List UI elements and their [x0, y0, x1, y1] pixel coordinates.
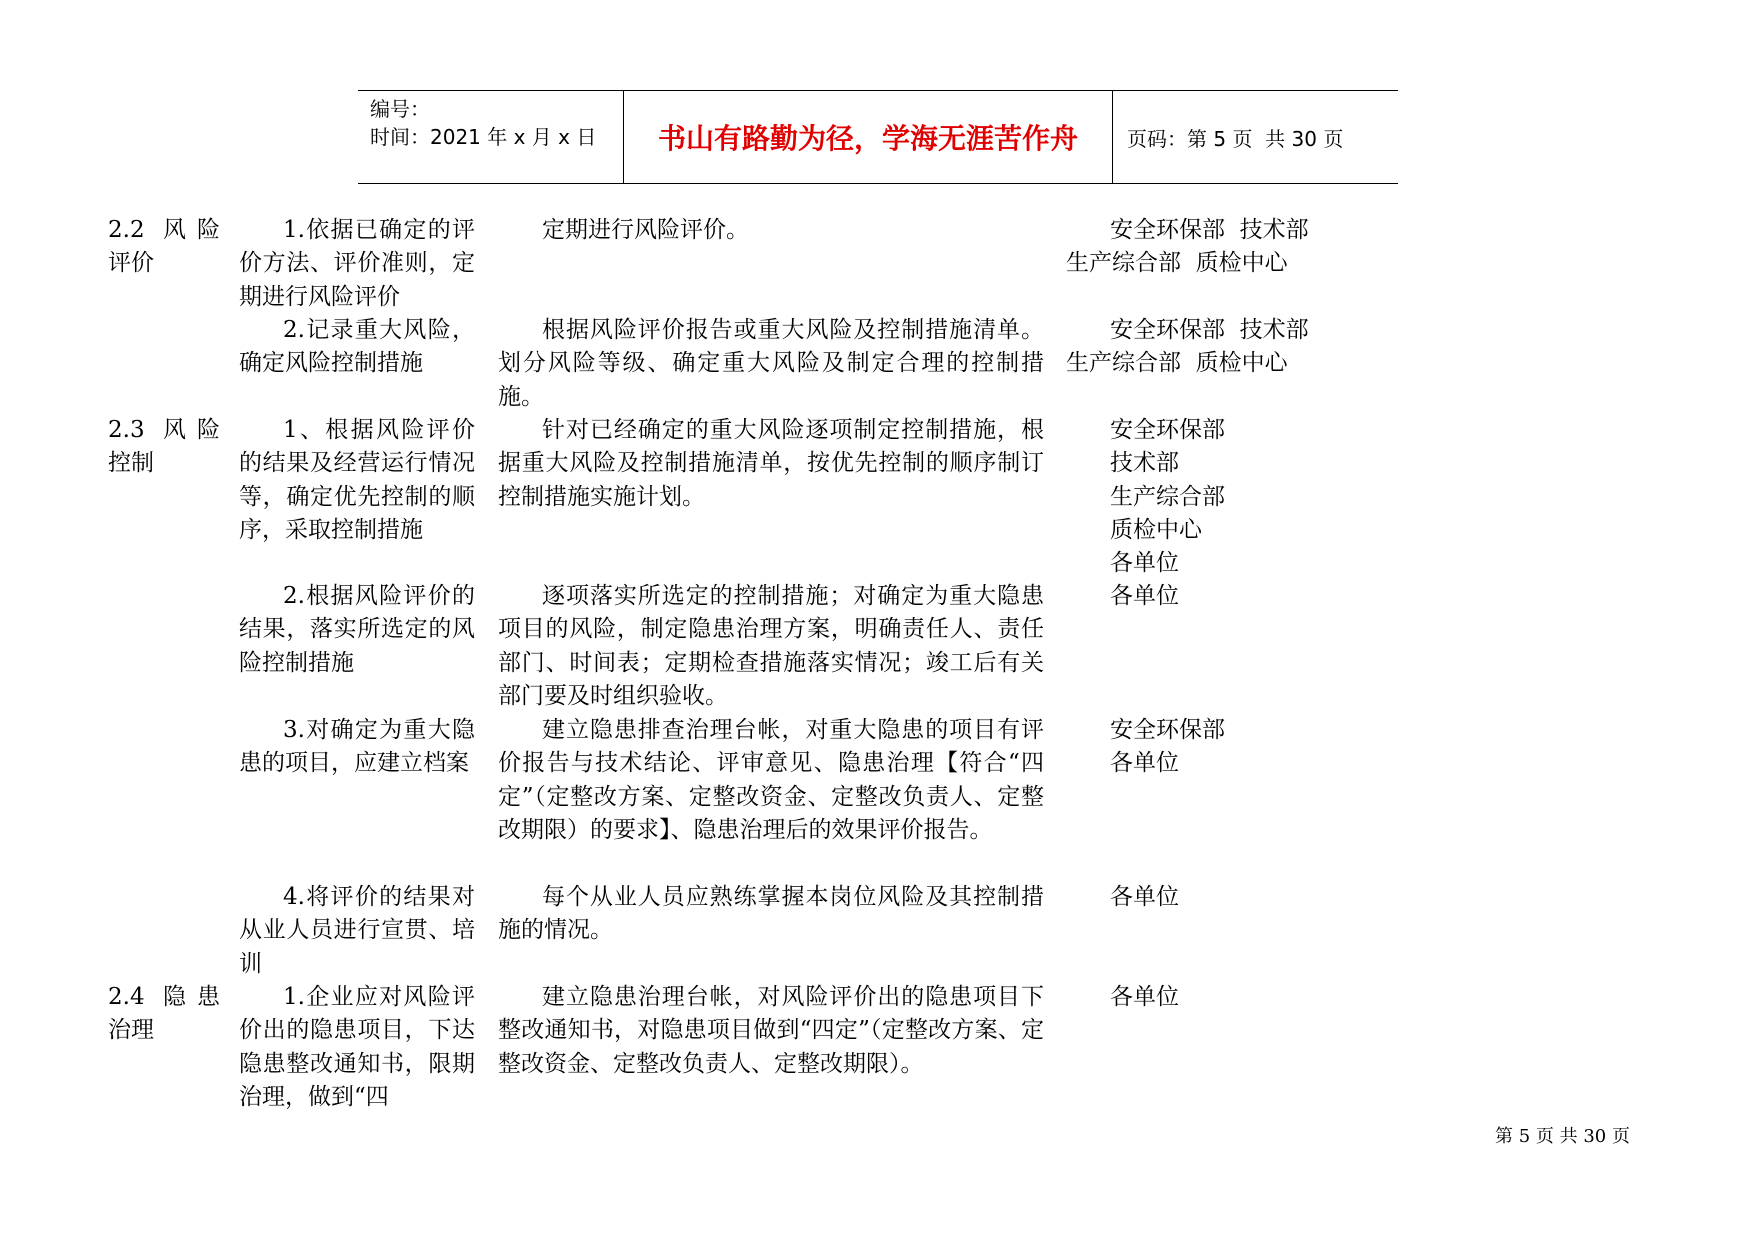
section-cell: 2.4 隐患治理 — [108, 984, 220, 1044]
header-page-info — [1113, 91, 1398, 183]
content-cell: 每个从业人员应熟练掌握本岗位风险及其控制措施的情况。 — [498, 884, 1044, 944]
page-footer: 第 5 页 共 30 页 — [1495, 1126, 1630, 1147]
content-cell: 针对已经确定的重大风险逐项制定控制措施，根据重大风险及控制措施清单，按优先控制的顺序制订控制措施实施计划。 — [498, 417, 1044, 510]
task-cell: 3.对确定为重大隐患的项目，应建立档案 — [239, 717, 475, 777]
header-motto: 书山有路勤为径，学海无涯苦作舟 — [623, 91, 1113, 183]
dept-cell — [1066, 414, 1366, 580]
dept-line: 各单位 — [1110, 583, 1179, 609]
table-row — [0, 414, 1754, 580]
table-row — [0, 714, 1754, 881]
dept-line: 生产综合部 — [1110, 483, 1225, 510]
dept-line: 安全环保部 — [1110, 717, 1225, 743]
task-cell: 1.企业应对风险评价出的隐患项目，下达隐患整改通知书，限期治理，做到“四 — [239, 984, 475, 1110]
procedure-table — [0, 214, 1754, 1115]
dept-line: 生产综合部 质检中心 — [1066, 350, 1288, 377]
dept-line: 各单位 — [1110, 984, 1179, 1010]
header-info — [358, 91, 623, 183]
task-cell: 1.依据已确定的评价方法、评价准则，定期进行风险评价 — [239, 217, 475, 310]
table-row — [0, 580, 1754, 714]
table-row — [0, 214, 1754, 314]
dept-cell — [1066, 214, 1366, 281]
task-cell: 2.记录重大风险，确定风险控制措施 — [239, 317, 475, 377]
task-cell: 2.根据风险评价的结果，落实所选定的风险控制措施 — [239, 583, 475, 676]
number-label: 编号： — [370, 97, 430, 121]
dept-cell — [1066, 314, 1366, 381]
dept-line: 质检中心 — [1110, 516, 1202, 543]
content-cell: 建立隐患排查治理台帐，对重大隐患的项目有评价报告与技术结论、评审意见、隐患治理【符合“四定”（定整改方案、定整改资金、定整改负责人、定整改期限）的要求】、隐患治理后的效果评价报告。 — [498, 717, 1044, 843]
task-cell: 4.将评价的结果对从业人员进行宣贯、培训 — [239, 884, 475, 977]
dept-cell — [1066, 714, 1366, 781]
dept-line: 各单位 — [1110, 550, 1179, 577]
dept-line: 安全环保部 技术部 — [1110, 217, 1309, 243]
dept-line: 安全环保部 技术部 — [1110, 317, 1309, 343]
dept-line: 各单位 — [1110, 750, 1179, 777]
dept-line: 安全环保部 — [1110, 417, 1225, 443]
table-row — [0, 881, 1754, 981]
time-label: 时间：2021 年 x 月 x 日 — [370, 125, 597, 149]
dept-line: 各单位 — [1110, 884, 1179, 910]
page-header — [358, 90, 1398, 184]
dept-cell — [1066, 580, 1366, 613]
table-row — [0, 314, 1754, 414]
section-cell: 2.3 风险控制 — [108, 417, 220, 477]
content-cell: 定期进行风险评价。 — [542, 217, 749, 243]
dept-cell — [1066, 881, 1366, 914]
content-cell: 根据风险评价报告或重大风险及控制措施清单。划分风险等级、确定重大风险及制定合理的控制措施。 — [498, 317, 1044, 410]
section-cell: 2.2 风险评价 — [108, 217, 220, 277]
content-cell: 逐项落实所选定的控制措施；对确定为重大隐患项目的风险，制定隐患治理方案，明确责任人、责任部门、时间表；定期检查措施落实情况；竣工后有关部门要及时组织验收。 — [498, 583, 1044, 709]
table-row — [0, 981, 1754, 1115]
dept-line: 技术部 — [1110, 450, 1179, 477]
dept-line: 生产综合部 质检中心 — [1066, 250, 1288, 277]
content-cell: 建立隐患治理台帐，对风险评价出的隐患项目下整改通知书，对隐患项目做到“四定”（定整改方案、定整改资金、定整改负责人、定整改期限）。 — [498, 984, 1044, 1077]
task-cell: 1、根据风险评价的结果及经营运行情况等，确定优先控制的顺序，采取控制措施 — [239, 417, 475, 543]
dept-cell — [1066, 981, 1366, 1014]
page-label: 页码：第 5 页 共 30 页 — [1127, 126, 1344, 151]
